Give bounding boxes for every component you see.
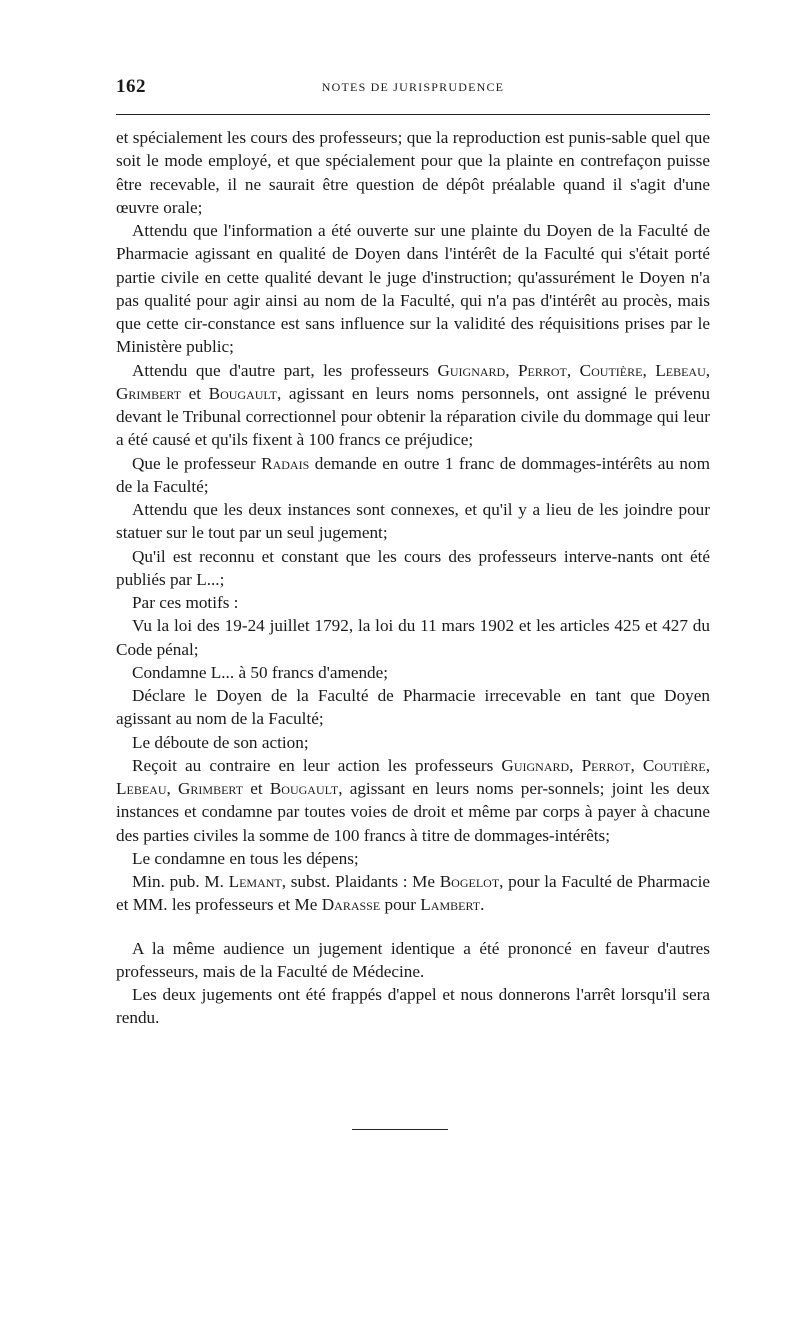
- text-run: ,: [630, 755, 643, 775]
- paragraph: [116, 126, 710, 219]
- person-name: Lemant: [228, 872, 282, 891]
- paragraph-gap: [116, 917, 710, 937]
- text-run: ,: [505, 360, 518, 380]
- text-run: demande en outre 1 franc de dommages-intérêts au nom de la Faculté;: [116, 453, 710, 496]
- person-name: Coutière: [579, 360, 643, 380]
- text-run: ,: [566, 360, 580, 380]
- text-run: , agissant en leurs noms per-sonnels; joint les deux instances et condamne par toutes voies de droit et même par corps à payer à chacune des parties civiles la somme de 100 francs à titre de dommages-intérêts;: [116, 779, 711, 845]
- text-run: Que le professeur: [132, 453, 262, 473]
- text-run: ,: [642, 360, 656, 380]
- person-name: Lebeau: [655, 360, 706, 380]
- text-run: ,: [705, 755, 711, 775]
- paragraph: [116, 754, 710, 847]
- text-run: Déclare le Doyen de la Faculté de Pharmacie irrecevable en tant que Doyen agissant au nom de la Faculté;: [116, 686, 710, 729]
- paragraph: [116, 661, 710, 684]
- paragraph: [116, 498, 710, 545]
- person-name: Lambert: [420, 895, 481, 915]
- person-name: Coutière: [642, 755, 706, 775]
- paragraph: [116, 614, 710, 661]
- paragraph: [116, 983, 710, 1030]
- person-name: Perrot: [581, 755, 631, 775]
- paragraph: [116, 870, 710, 917]
- person-name: Radais: [261, 453, 310, 473]
- text-run: ,: [166, 779, 178, 798]
- running-title: NOTES DE JURISPRUDENCE: [321, 80, 505, 94]
- person-name: Bogelot: [439, 872, 500, 891]
- text-run: pour: [380, 895, 421, 915]
- text-run: et: [243, 779, 270, 798]
- person-name: Perrot: [517, 360, 567, 380]
- text-run: et: [181, 383, 209, 403]
- paragraph: [116, 219, 710, 359]
- text-run: Qu'il est reconnu et constant que les cours des professeurs interve-nants ont été publiés par L...;: [116, 546, 710, 589]
- paragraph: [116, 591, 710, 614]
- text-run: Reçoit au contraire en leur action les professeurs: [132, 755, 502, 775]
- text-run: ,: [569, 755, 582, 775]
- paragraph: [116, 731, 710, 754]
- text-run: ,: [705, 360, 711, 380]
- paragraph: [116, 359, 710, 452]
- text-run: Vu la loi des 19-24 juillet 1792, la loi du 11 mars 1902 et les articles 425 et 427 du Code pénal;: [116, 616, 710, 659]
- text-run: Le déboute de son action;: [132, 732, 309, 752]
- text-run: Min. pub. M.: [132, 872, 229, 891]
- body-text: [116, 126, 710, 1030]
- person-name: Guignard: [437, 360, 506, 380]
- text-run: et spécialement les cours des professeurs; que la reproduction est punis-sable quel que soit le mode employé, et que spécialement pour que la plainte en contrefaçon puisse être recevable, il ne saurait être question de dépôt préalable quand il s'agit d'une œuvre orale;: [116, 128, 710, 217]
- paragraph: [116, 452, 710, 499]
- text-run: , pour la Faculté de Pharmacie et MM. les professeurs et Me: [116, 872, 711, 915]
- text-run: A la même audience un jugement identique a été prononcé en faveur d'autres professeurs, mais de la Faculté de Médecine.: [116, 938, 710, 981]
- person-name: Bougault: [208, 383, 277, 403]
- text-run: Par ces motifs :: [132, 593, 239, 612]
- person-name: Bougault: [269, 779, 339, 798]
- end-rule: [352, 1129, 448, 1130]
- text-run: , agissant en leurs noms personnels, ont assigné le prévenu devant le Tribunal correctionnel pour obtenir la réparation civile du dommage qui leur a été causé et qu'ils fixent à 100 francs ce préjudice;: [116, 383, 710, 450]
- text-run: Attendu que les deux instances sont connexes, et qu'il y a lieu de les joindre pour statuer sur le tout par un seul jugement;: [116, 500, 710, 543]
- header-rule: [116, 114, 710, 115]
- person-name: Darasse: [321, 895, 381, 915]
- text-run: Les deux jugements ont été frappés d'appel et nous donnerons l'arrêt lorsqu'il sera rendu.: [116, 985, 710, 1028]
- text-run: Le condamne en tous les dépens;: [132, 848, 359, 868]
- paragraph: [116, 684, 710, 731]
- text-run: .: [480, 895, 485, 915]
- text-run: Attendu que l'information a été ouverte sur une plainte du Doyen de la Faculté de Pharmacie agissant en qualité de Doyen dans l'intérêt de la Faculté qui s'était porté partie civile en cette qualité devant le juge d'instruction; qu'assurément le Doyen n'a pas qualité pour agir ainsi au nom de la Faculté, qui n'a pas d'intérêt au procès, mais que cette cir-constance est sans influence sur la validité des réquisitions prises par le Ministère public;: [116, 221, 710, 357]
- person-name: Grimbert: [116, 383, 182, 403]
- page-header: [116, 76, 710, 102]
- page-number: 162: [116, 76, 146, 97]
- person-name: Guignard: [501, 755, 570, 775]
- person-name: Grimbert: [178, 779, 244, 798]
- text-run: , subst. Plaidants : Me: [281, 872, 440, 891]
- paragraph: [116, 937, 710, 984]
- paragraph: [116, 545, 710, 592]
- text-run: Attendu que d'autre part, les professeurs: [132, 360, 438, 380]
- person-name: Lebeau: [116, 779, 167, 798]
- paragraph: [116, 847, 710, 870]
- text-run: Condamne L... à 50 francs d'amende;: [132, 662, 389, 682]
